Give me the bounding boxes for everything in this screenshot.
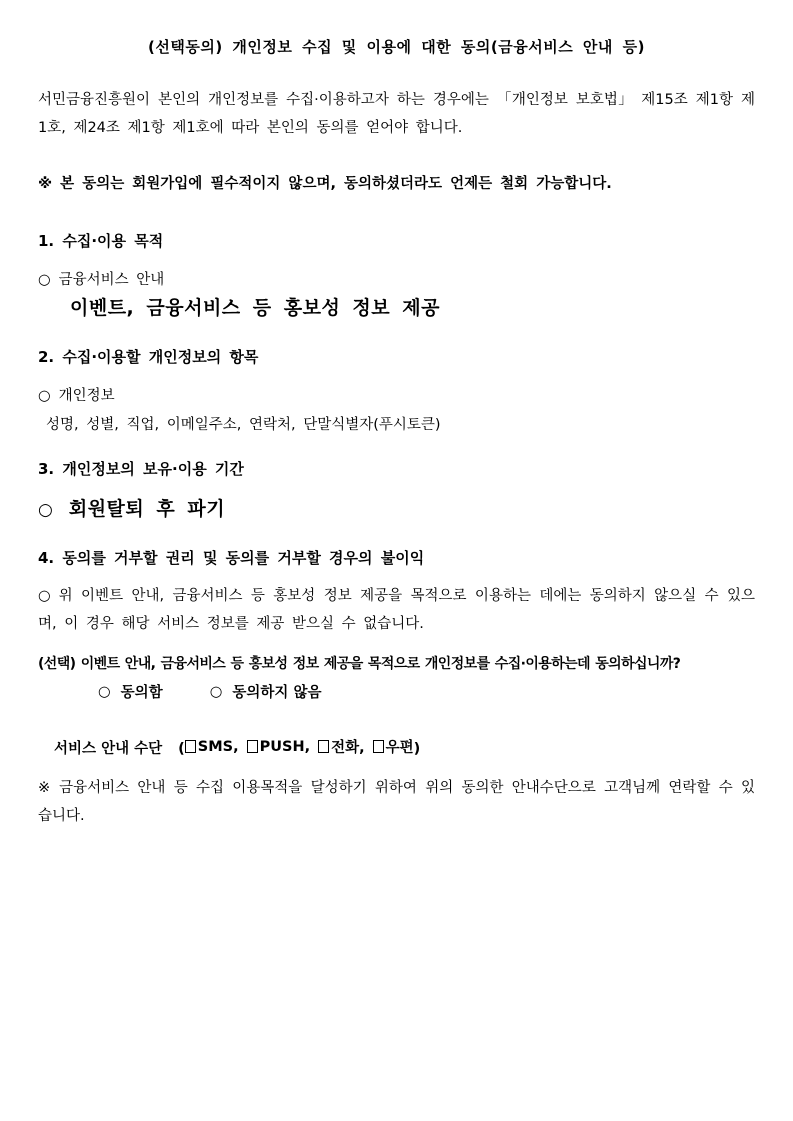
consent-question: (선택) 이벤트 안내, 금융서비스 등 홍보성 정보 제공을 목적으로 개인정보를 수집·이용하는데 동의하십니까? xyxy=(38,656,681,672)
retention-item-text: 회원탈퇴 후 파기 xyxy=(68,498,226,520)
disagree-label: 동의하지 않음 xyxy=(232,685,322,701)
mail-checkbox[interactable] xyxy=(373,736,414,757)
purpose-detail: 이벤트, 금융서비스 등 홍보성 정보 제공 xyxy=(70,297,440,319)
open-paren: ( xyxy=(178,741,185,757)
checkbox-icon xyxy=(373,740,384,753)
intro-paragraph: 서민금융진흥원이 본인의 개인정보를 수집·이용하고자 하는 경우에는 「개인정보 보호법」 제15조 제1항 제1호, 제24조 제1항 제1호에 따라 본인의 동의를 얻어야 합니다. xyxy=(38,92,755,136)
push-label: PUSH, xyxy=(259,738,311,755)
circle-bullet-icon: ○ xyxy=(38,500,53,520)
section-retention-heading: 3. 개인정보의 보유·이용 기간 xyxy=(38,460,244,478)
service-channels xyxy=(54,736,420,758)
disagree-radio[interactable] xyxy=(210,681,322,702)
sms-checkbox[interactable] xyxy=(185,739,239,755)
notice-text: ※ 본 동의는 회원가입에 필수적이지 않으며, 동의하셨더라도 언제든 철회 가능합니다. xyxy=(38,176,612,192)
circle-bullet-icon: ○ xyxy=(38,272,51,288)
checkbox-icon xyxy=(247,740,258,753)
purpose-item-text: 금융서비스 안내 xyxy=(58,272,165,288)
retention-item xyxy=(38,494,225,521)
refusal-text: 위 이벤트 안내, 금융서비스 등 홍보성 정보 제공을 목적으로 이용하는 데에는 동의하지 않으실 수 있으며, 이 경우 해당 서비스 정보를 제공 받으실 수 없습니다. xyxy=(38,588,755,632)
radio-circle-icon: ○ xyxy=(98,683,111,700)
consent-options xyxy=(98,681,364,702)
checkbox-icon xyxy=(318,740,329,753)
sms-label: SMS, xyxy=(197,738,239,755)
footnote-paragraph: ※ 금융서비스 안내 등 수집 이용목적을 달성하기 위하여 위의 동의한 안내수단으로 고객님께 연락할 수 있습니다. xyxy=(38,780,755,824)
items-detail: 성명, 성별, 직업, 이메일주소, 연락처, 단말식별자(푸시토큰) xyxy=(46,417,441,433)
close-paren: ) xyxy=(413,741,421,757)
circle-bullet-icon: ○ xyxy=(38,588,51,604)
items-item-text: 개인정보 xyxy=(58,388,115,404)
mail-label: 우편 xyxy=(385,740,414,756)
radio-circle-icon: ○ xyxy=(209,683,223,700)
checkbox-icon xyxy=(185,740,196,753)
agree-radio[interactable] xyxy=(98,681,163,702)
circle-bullet-icon: ○ xyxy=(38,388,51,404)
channels-label: 서비스 안내 수단 xyxy=(54,741,163,757)
section-items-heading: 2. 수집·이용할 개인정보의 항목 xyxy=(38,348,259,366)
phone-checkbox[interactable] xyxy=(318,736,365,757)
phone-label: 전화, xyxy=(331,740,365,756)
section-refusal-heading: 4. 동의를 거부할 권리 및 동의를 거부할 경우의 불이익 xyxy=(38,549,425,567)
purpose-item xyxy=(38,268,164,289)
section-purpose-heading: 1. 수집·이용 목적 xyxy=(38,232,164,250)
push-checkbox[interactable] xyxy=(247,739,311,755)
document-title: (선택동의) 개인정보 수집 및 이용에 대한 동의(금융서비스 안내 등) xyxy=(148,38,645,56)
agree-label: 동의함 xyxy=(120,685,163,701)
refusal-paragraph xyxy=(38,582,755,638)
items-item xyxy=(38,384,115,405)
